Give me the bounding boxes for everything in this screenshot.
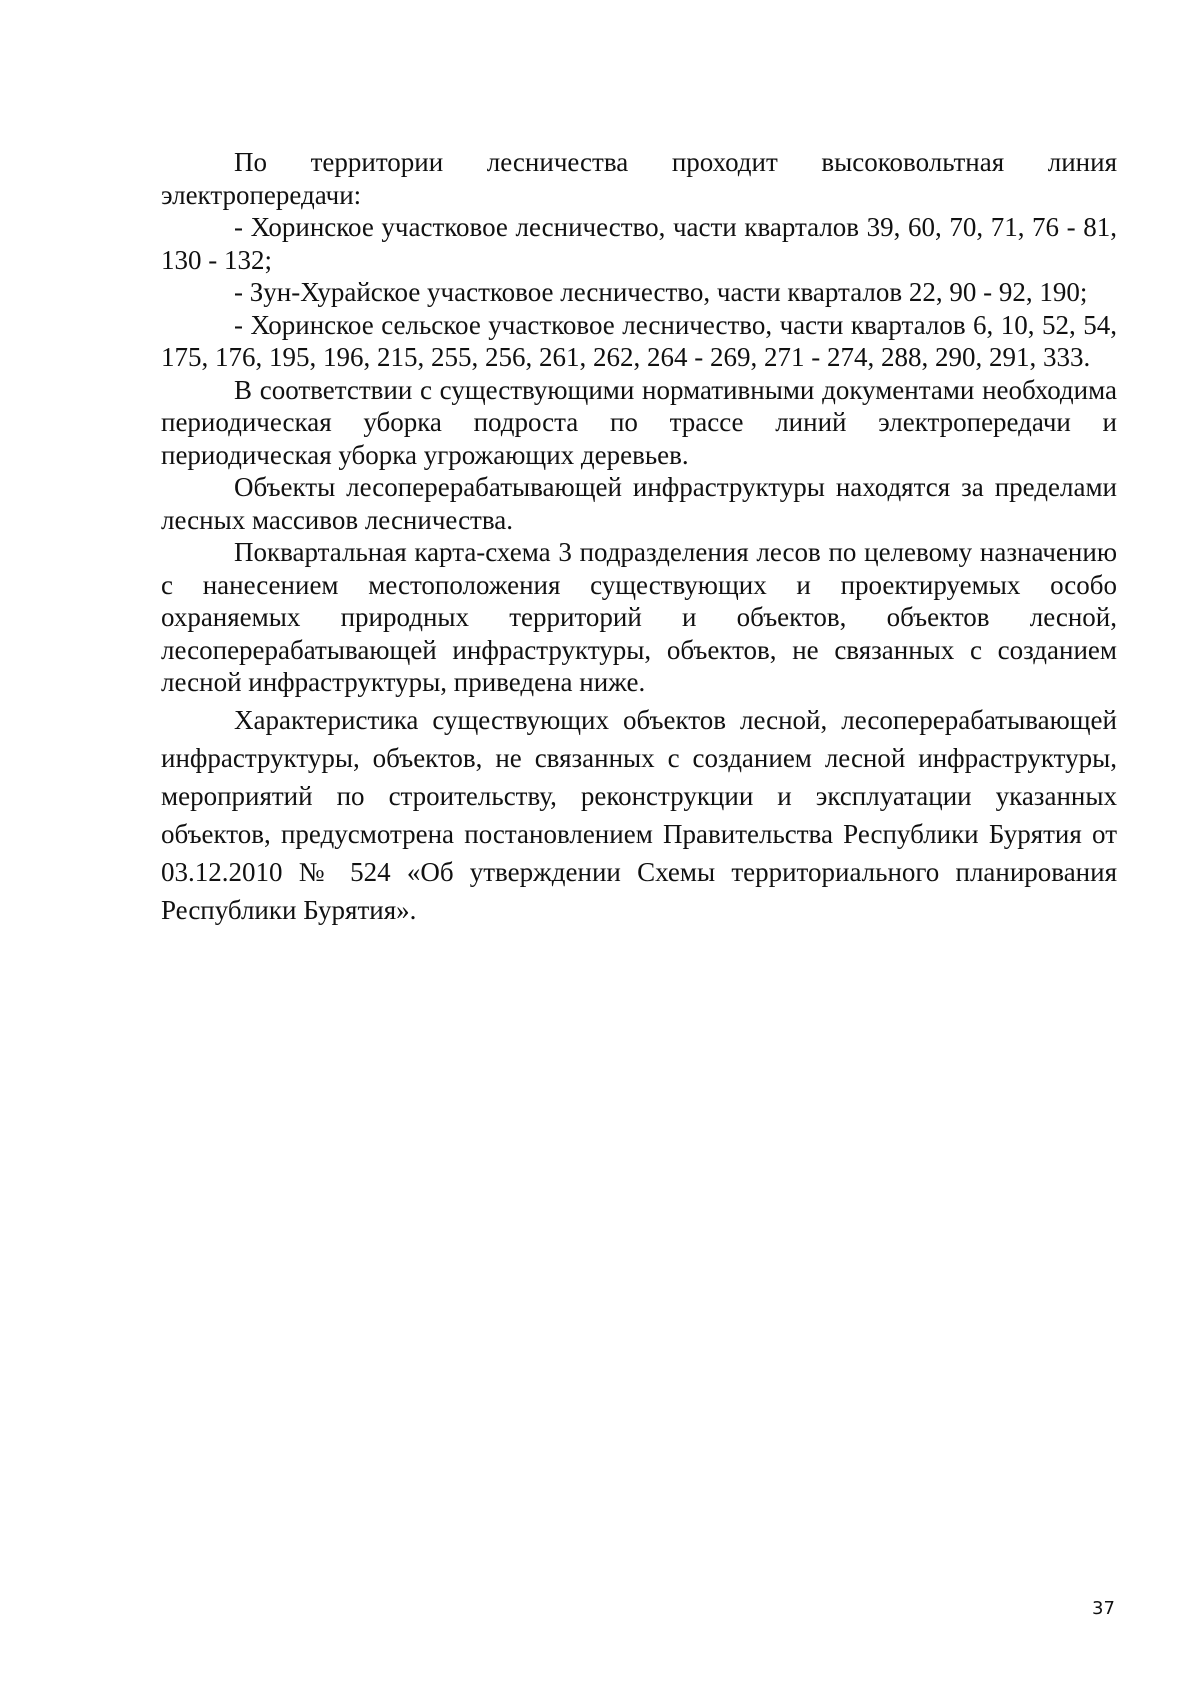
page-number: 37 bbox=[1092, 1598, 1115, 1619]
paragraph-infrastructure-characteristics: Характеристика существующих объектов лесной, лесоперерабатывающей инфраструктуры, объектов, не связанных с созданием лесной инфраструктуры, мероприятий по строительству, реконструкции и эксплуатации указанных объектов, предусмотрена постановлением Правительства Республики Бурятия от 03.12.2010 № 524 «Об утверждении Схемы территориального планирования Республики Бурятия». bbox=[161, 704, 1117, 925]
paragraph-processing-infrastructure: Объекты лесоперерабатывающей инфраструктуры находятся за пределами лесных массивов лесничества. bbox=[161, 472, 1117, 535]
paragraph-khorinskoe-district: - Хоринское участковое лесничество, части кварталов 39, 60, 70, 71, 76 - 81, 130 - 132; bbox=[161, 212, 1117, 275]
paragraph-zun-khuraiskoe-district: - Зун-Хурайское участковое лесничество, части кварталов 22, 90 - 92, 190; bbox=[234, 277, 1088, 307]
paragraph-regulatory-cleanup: В соответствии с существующими нормативными документами необходима периодическая уборка подроста по трассе линий электропередачи и периодическая уборка угрожающих деревьев. bbox=[161, 374, 1117, 470]
paragraph-quarter-map: Поквартальная карта-схема 3 подразделения лесов по целевому назначению с нанесением местоположения существующих и проектируемых особо охраняемых природных территорий и объектов, объектов лесной, лесоперерабатывающей инфраструктуры, объектов, не связанных с созданием лесной инфраструктуры, приведена ниже. bbox=[161, 537, 1117, 697]
paragraph-khorinskoe-rural-district: - Хоринское сельское участковое лесничество, части кварталов 6, 10, 52, 54, 175, 176, 195, 196, 215, 255, 256, 261, 262, 264 - 269, 271 - 274, 288, 290, 291, 333. bbox=[161, 309, 1117, 372]
document-body bbox=[161, 146, 1117, 929]
paragraph-power-line-intro: По территории лесничества проходит высоковольтная линия электропередачи: bbox=[161, 147, 1117, 210]
